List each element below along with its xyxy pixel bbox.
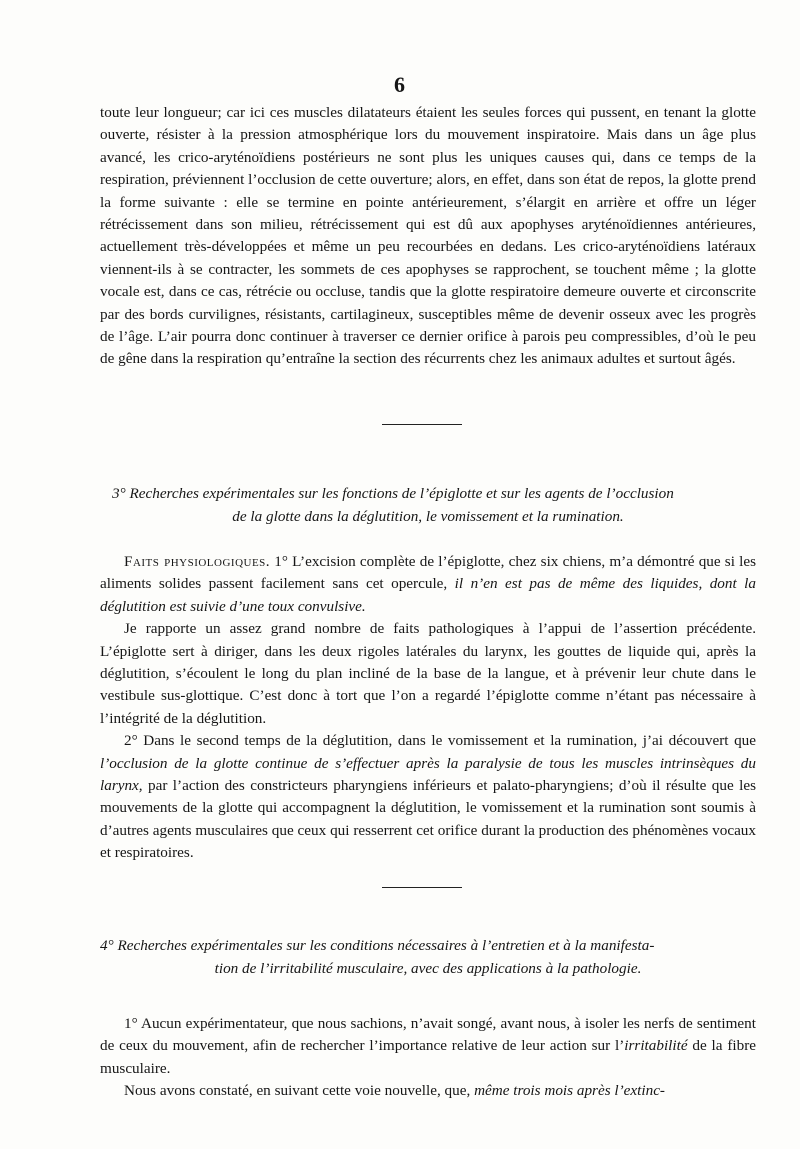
paragraph-italic-text: irritabilité [624,1037,688,1055]
run-in-label: Faits physiologiques. [124,553,271,570]
paragraph-faits-physiologiques [100,551,756,618]
paragraph-text: 2° Dans le second temps de la déglutition, dans le vomissement et la rumination, j’ai découvert que [124,732,756,750]
paragraph-text: toute leur longueur; car ici ces muscles dilatateurs étaient les seules forces qui pussent, en tenant la glotte ouverte, résister à la pression atmosphérique lors du mouvement inspiratoire. Mais dans un âge plus avancé, les crico-aryténoïdiens postérieurs ne sont plus les uniques causes qui, dans ce temps de la respiration, préviennent l’occlusion de cette ouverture; alors, en effet, dans son état de repos, la glotte prend la forme suivante : elle se termine en pointe antérieurement, s’élargit en arrière et offre un léger rétrécissement dans son milieu, rétrécissement qui est dû aux apophyses aryténoïdiennes antérieures, actuellement très-développées et même un peu recourbées en dedans. Les crico-aryténoïdiens latéraux viennent-ils à se contracter, les sommets de ces apophyses se rapprochent, se touchent même ; la glotte vocale est, dans ce cas, rétrécie ou occluse, tandis que la glotte respiratoire demeure ouverte et circonscrite par des bords curvilignes, résistants, cartilagineux, susceptibles même de devenir osseux avec les progrès de l’âge. L’air pourra donc continuer à traverser ce dernier orifice à parois peu compressibles, d’où le peu de gêne dans la respiration qu’entraîne la section des récurrents chez les animaux adultes et surtout âgés. [100,104,756,368]
paragraph-italic-text: même trois mois après l’extinc- [474,1082,665,1100]
section-divider [382,424,462,425]
paragraph-text: par l’action des constricteurs pharyngiens inférieurs et palato-pharyngiens; d’où il résulte que les mouvements de la glotte qui accompagnent la déglutition, le vomissement et la rumination sont soumis à d’autres agents musculaires que ceux qui resserrent cet orifice durant la production des phénomènes vocaux et respiratoires. [100,777,756,862]
section-heading-4 [100,934,756,980]
section-divider [382,887,462,888]
paragraph-text: 1° Aucun expérimentateur, que nous sachions, n’avait songé, avant nous, à isoler les nerfs de sentiment de ceux du mouvement, afin de rechercher l’importance relative de leur action sur l’ [100,1015,756,1055]
paragraph-second-temps [100,730,756,864]
paragraph-italic-text: il n’en est pas de même des liquides, dont la déglutition est suivie d’une toux convulsive. [100,575,756,615]
paragraph-pathologie: Je rapporte un assez grand nombre de faits pathologiques à l’appui de l’assertion précédente. L’épiglotte sert à diriger, dans les deux rigoles latérales du larynx, les gouttes de liquide qui, après la déglutition, s’écoulent le long du plan incliné de la base de la langue, et à prévenir leur chute dans le vestibule sus-glottique. C’est donc à tort que l’on a regardé l’épiglotte comme n’étant pas nécessaire à l’intégrité de la déglutition. [100,620,756,727]
section-heading-3-line1: 3° Recherches expérimentales sur les fonctions de l’épiglotte et sur les agents de l’occlusion [112,485,674,502]
paragraph-continuation [100,102,756,371]
section-heading-4-line1: 4° Recherches expérimentales sur les conditions nécessaires à l’entretien et à la manifesta- [100,937,655,954]
paragraph-italic-text: l’occlusion de la glotte continue de s’effectuer après la paralysie de tous les muscles intrinsèques du larynx, [100,754,756,795]
paragraph-constate [100,1080,756,1102]
section-3-body [100,551,756,865]
paragraph-text: de la fibre musculaire. [100,1037,756,1077]
section-4-body [100,1013,756,1103]
page-number: 6 [394,72,406,97]
section-heading-3-line2: de la glotte dans la déglutition, le vomissement et la rumination. [232,508,624,525]
section-heading-4-line2: tion de l’irritabilité musculaire, avec des applications à la pathologie. [214,960,642,977]
section-heading-3 [100,482,756,528]
paragraph-text: 1° L’excision complète de l’épiglotte, chez six chiens, m’a démontré que si les aliments solides passent facilement sans cet opercule, [100,553,756,593]
paragraph-text: Nous avons constaté, en suivant cette voie nouvelle, que, [124,1082,475,1100]
paragraph-isoler-nerfs [100,1013,756,1080]
